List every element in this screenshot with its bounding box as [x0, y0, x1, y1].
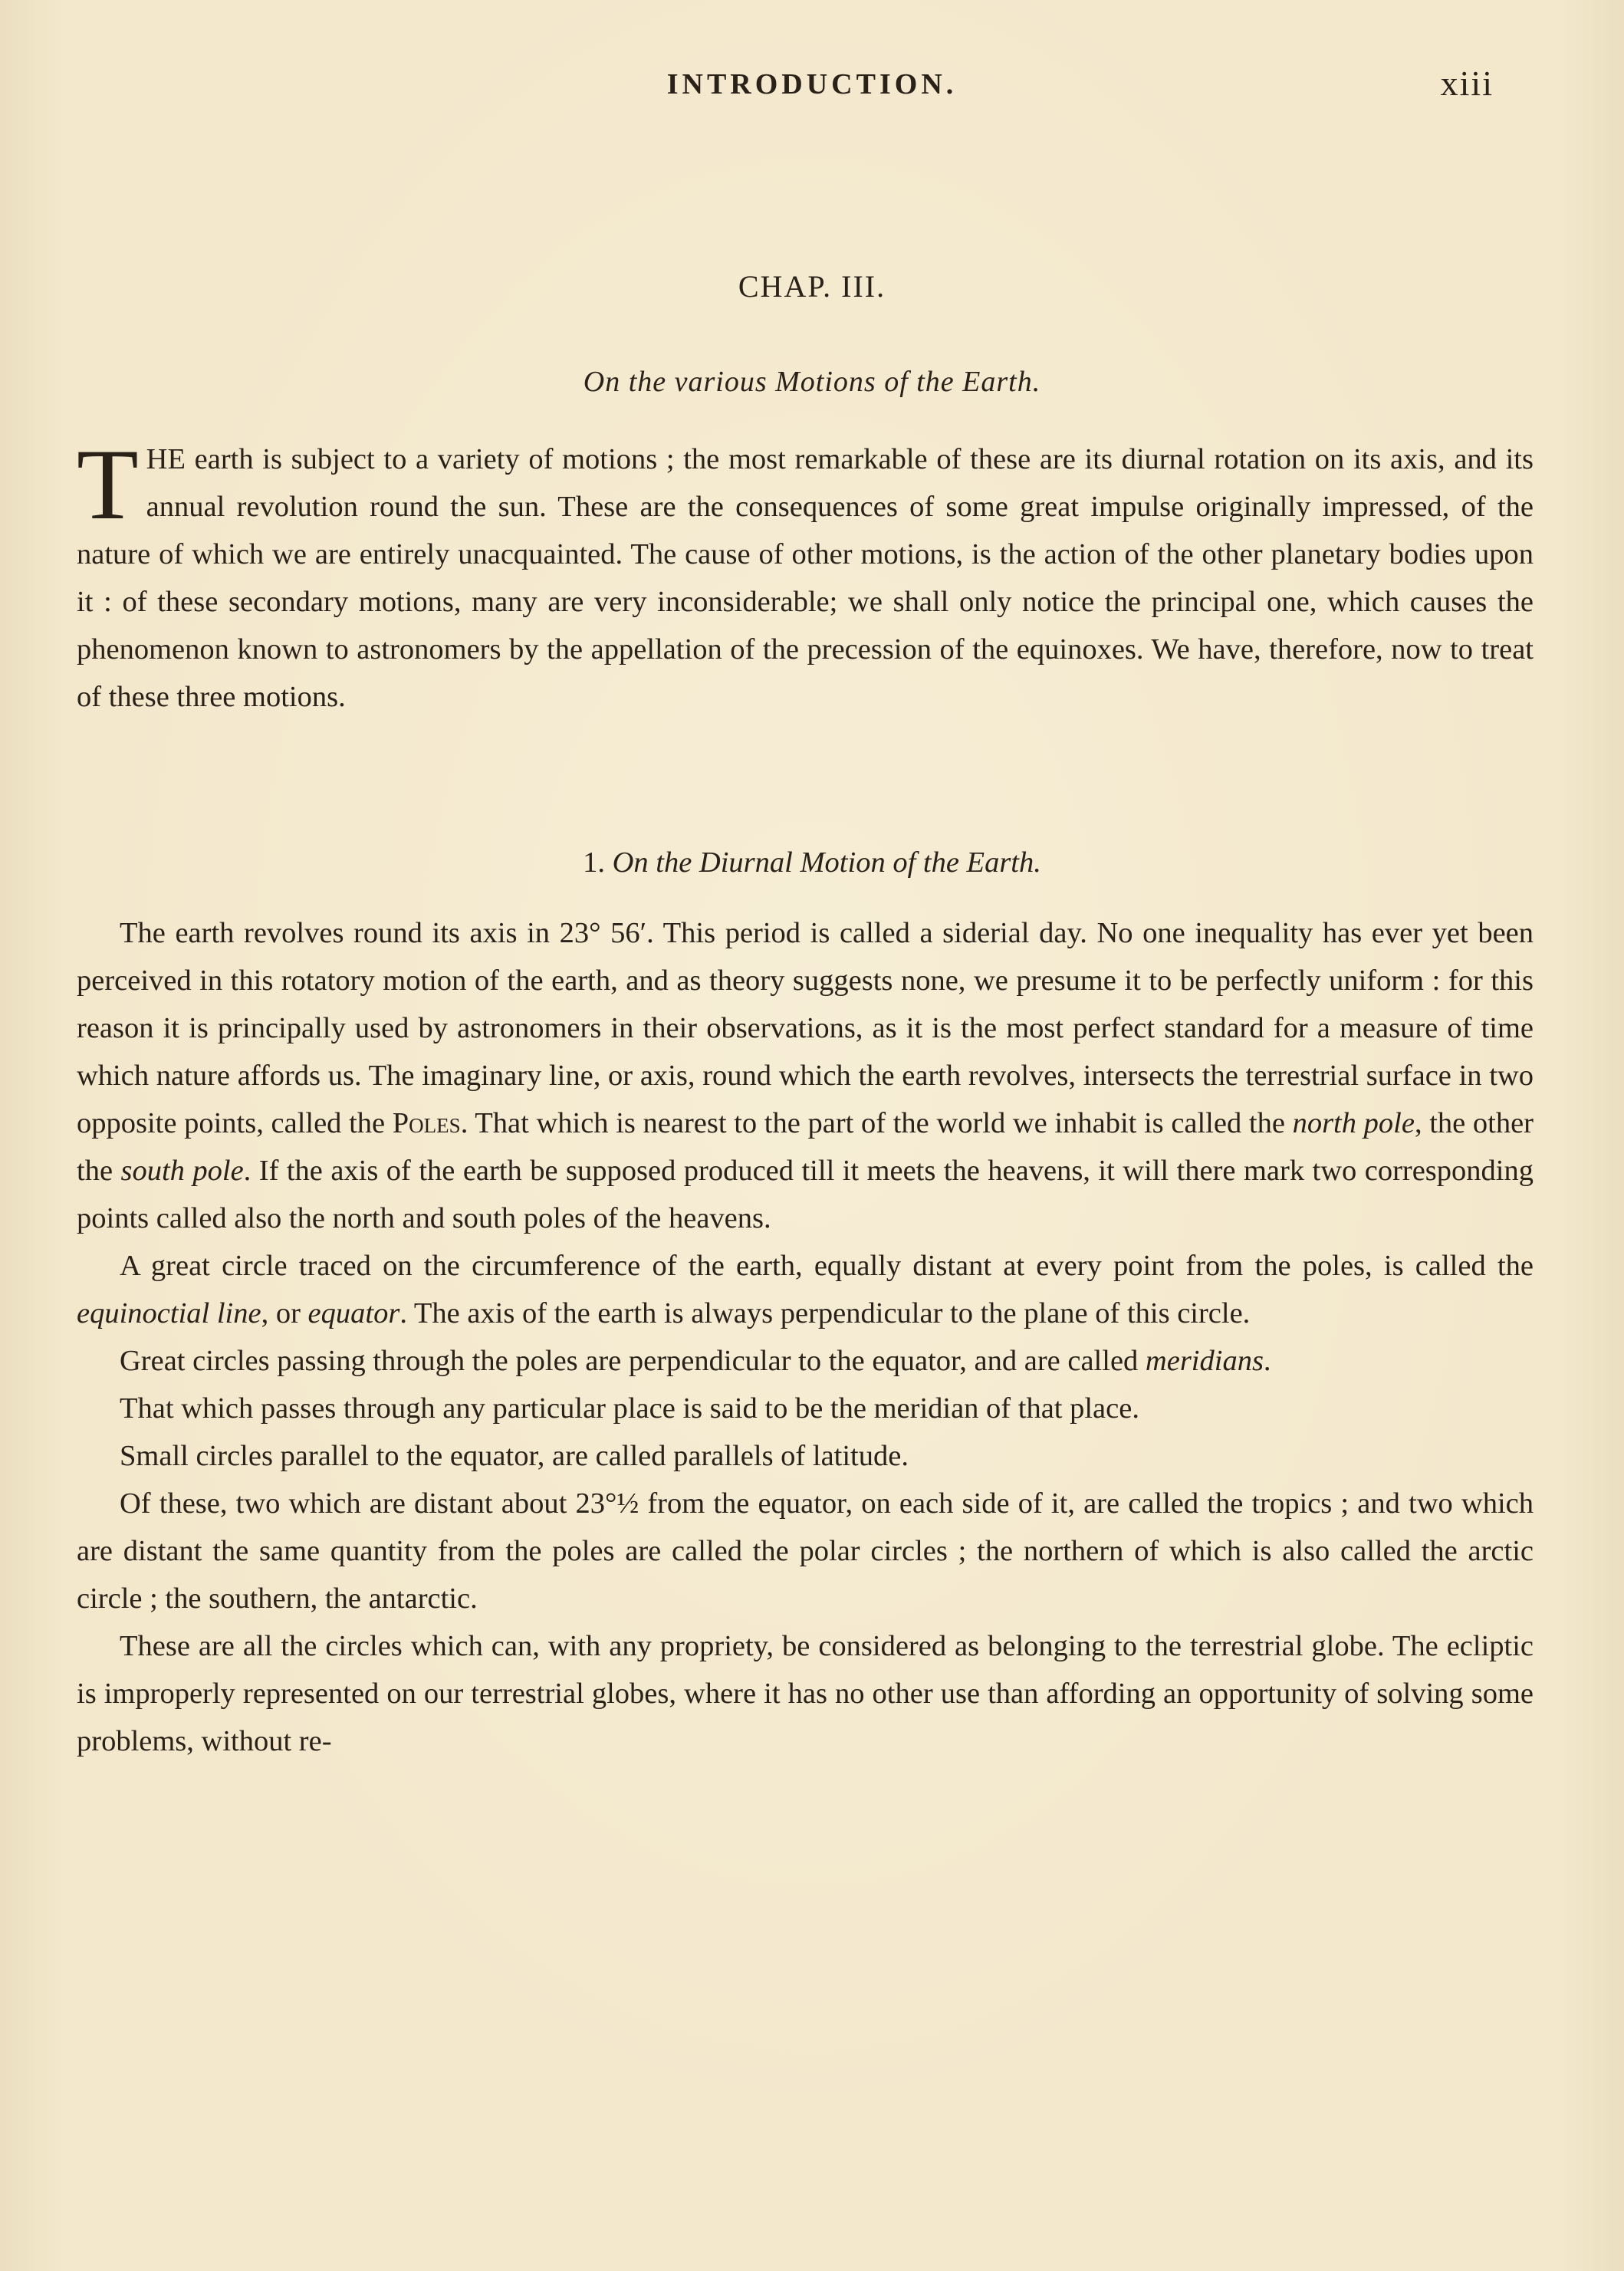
- paragraph: A great circle traced on the circumference of the earth, equally distant at every point from the poles, is called the equinoctial line, or equator. The axis of the earth is always perpendicular to the plane of this circle.: [77, 1250, 1534, 1329]
- paragraph: These are all the circles which can, with any propriety, be considered as belonging to the terrestrial globe. The ecliptic is improperly represented on our terrestrial globes, where it has no other use than affording an opportunity of solving some problems, without re-: [77, 1630, 1534, 1757]
- term-poles: Poles: [392, 1107, 461, 1139]
- term-north-pole: north pole: [1292, 1107, 1415, 1139]
- intro-text: earth is subject to a variety of motions ; the most remarkable of these are its diurnal rotation on its axis, and its annual revolution round the sun. These are the consequences of some great impulse originally impressed, of the nature of which we are entirely unacquainted. The cause of other motions, is the action of the other planetary bodies upon it : of these secondary motions, many are very inconsiderable; we shall only notice the principal one, which causes the phenomenon known to astronomers by the appellation of the precession of the equinoxes. We have, therefore, now to treat of these three motions.: [77, 443, 1534, 713]
- term-meridians: meridians: [1145, 1345, 1264, 1377]
- paragraph: That which passes through any particular place is said to be the meridian of that place.: [120, 1392, 1139, 1425]
- term-equinoctial-line: equinoctial line: [77, 1297, 261, 1329]
- paragraph: Great circles passing through the poles are perpendicular to the equator, and are called meridians.: [120, 1345, 1271, 1377]
- paragraph: The earth revolves round its axis in 23° 56′. This period is called a siderial day. No one inequality has ever yet been perceived in this rotatory motion of the earth, and as theory suggests none, we presume it to be perfectly uniform : for this reason it is principally used by astronomers in their observations, as it is the most perfect standard for a measure of time which nature affords us. The imaginary line, or axis, round which the earth revolves, intersects the terrestrial surface in two opposite points, called the Poles. That which is nearest to the part of the world we inhabit is called the north pole, the other the south pole. If the axis of the earth be supposed produced till it meets the heavens, it will there mark two corresponding points called also the north and south poles of the heavens.: [77, 917, 1534, 1234]
- section-title: On the Diurnal Motion of the Earth.: [612, 846, 1041, 879]
- chapter-subtitle: On the various Motions of the Earth.: [583, 366, 1041, 398]
- intro-paragraph: [77, 428, 1534, 721]
- paragraph: Small circles parallel to the equator, are called parallels of latitude.: [120, 1440, 909, 1472]
- section-number: 1.: [583, 846, 605, 879]
- section-heading: [0, 846, 1624, 879]
- page-number: xiii: [1440, 64, 1494, 103]
- term-equator: equator: [307, 1297, 400, 1329]
- chapter-title: CHAP. III.: [738, 269, 886, 304]
- term-south-pole: south pole: [120, 1155, 244, 1187]
- intro-lead: HE: [146, 443, 186, 475]
- section-body: [77, 909, 1534, 1765]
- running-title: INTRODUCTION.: [666, 68, 958, 100]
- drop-cap: T: [77, 428, 139, 541]
- running-head: [0, 64, 1624, 113]
- paragraph: Of these, two which are distant about 23°½ from the equator, on each side of it, are called the tropics ; and two which are distant the same quantity from the poles are called the polar circles ; the northern of which is also called the arctic circle ; the southern, the antarctic.: [77, 1487, 1534, 1615]
